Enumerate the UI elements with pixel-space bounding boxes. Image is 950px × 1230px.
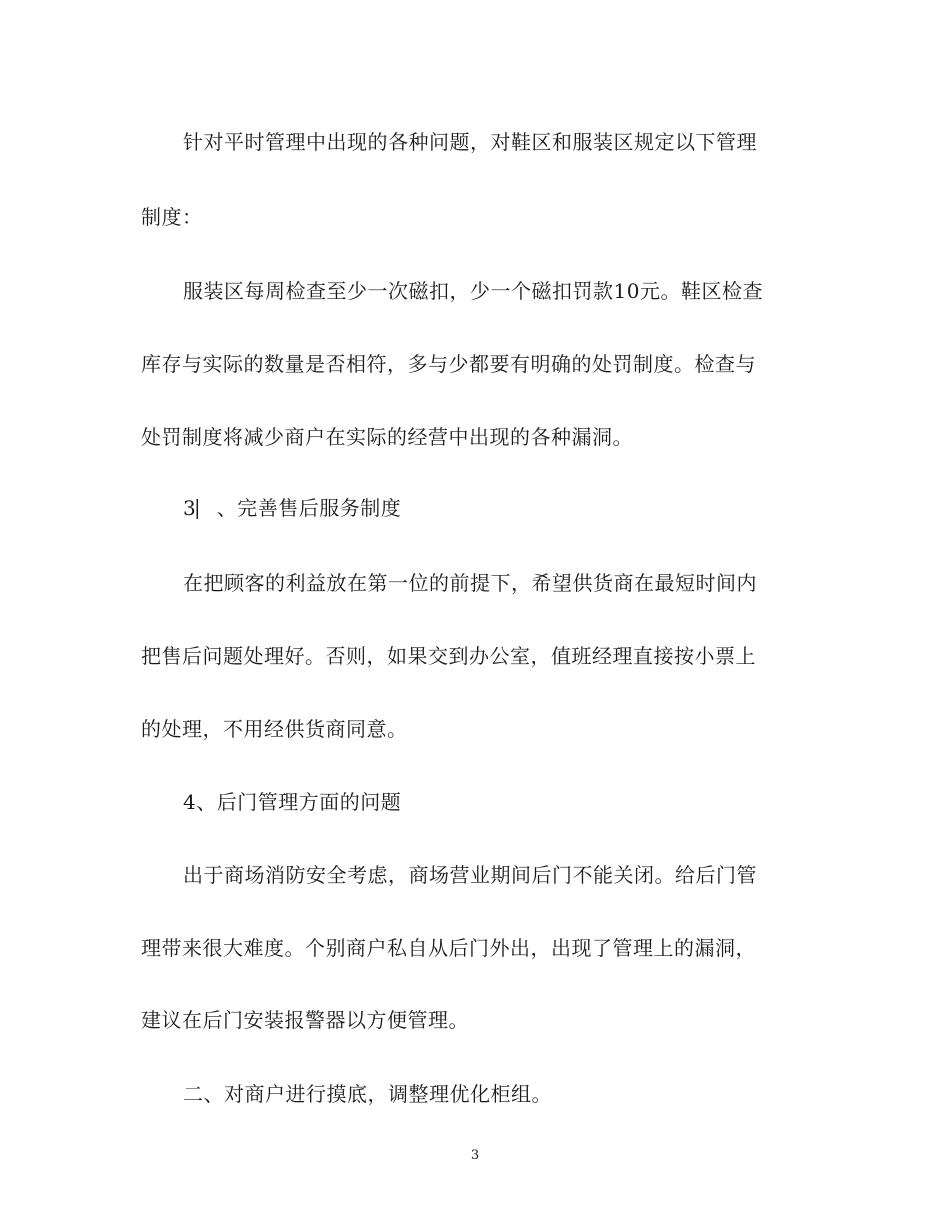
section-heading: 二、对商户进行摸底，调整理优化柜组。 (183, 1082, 552, 1106)
page-number: 3 (470, 1148, 480, 1163)
paragraph-line: 的处理，不用经供货商同意。 (141, 717, 408, 741)
paragraph-line: 建议在后门安装报警器以方便管理。 (141, 1008, 469, 1032)
section-heading: 3⎸、完善售后服务制度 (183, 496, 402, 520)
paragraph-line: 出于商场消防安全考虑，商场营业期间后门不能关闭。给后门管 (183, 863, 757, 887)
paragraph-line: 针对平时管理中出现的各种问题，对鞋区和服装区规定以下管理 (183, 130, 757, 154)
paragraph-line: 制度： (141, 205, 203, 229)
paragraph-line: 库存与实际的数量是否相符，多与少都要有明确的处罚制度。检查与 (141, 352, 756, 376)
paragraph-line: 处罚制度将减少商户在实际的经营中出现的各种漏洞。 (141, 425, 633, 449)
paragraph-line: 把售后问题处理好。否则，如果交到办公室，值班经理直接按小票上 (141, 644, 756, 668)
paragraph-line: 理带来很大难度。个别商户私自从后门外出，出现了管理上的漏洞， (141, 936, 756, 960)
section-heading: 4、后门管理方面的问题 (183, 790, 402, 814)
paragraph-line: 在把顾客的利益放在第一位的前提下，希望供货商在最短时间内 (183, 571, 757, 595)
paragraph-line: 服装区每周检查至少一次磁扣，少一个磁扣罚款10元。鞋区检查 (183, 279, 763, 303)
